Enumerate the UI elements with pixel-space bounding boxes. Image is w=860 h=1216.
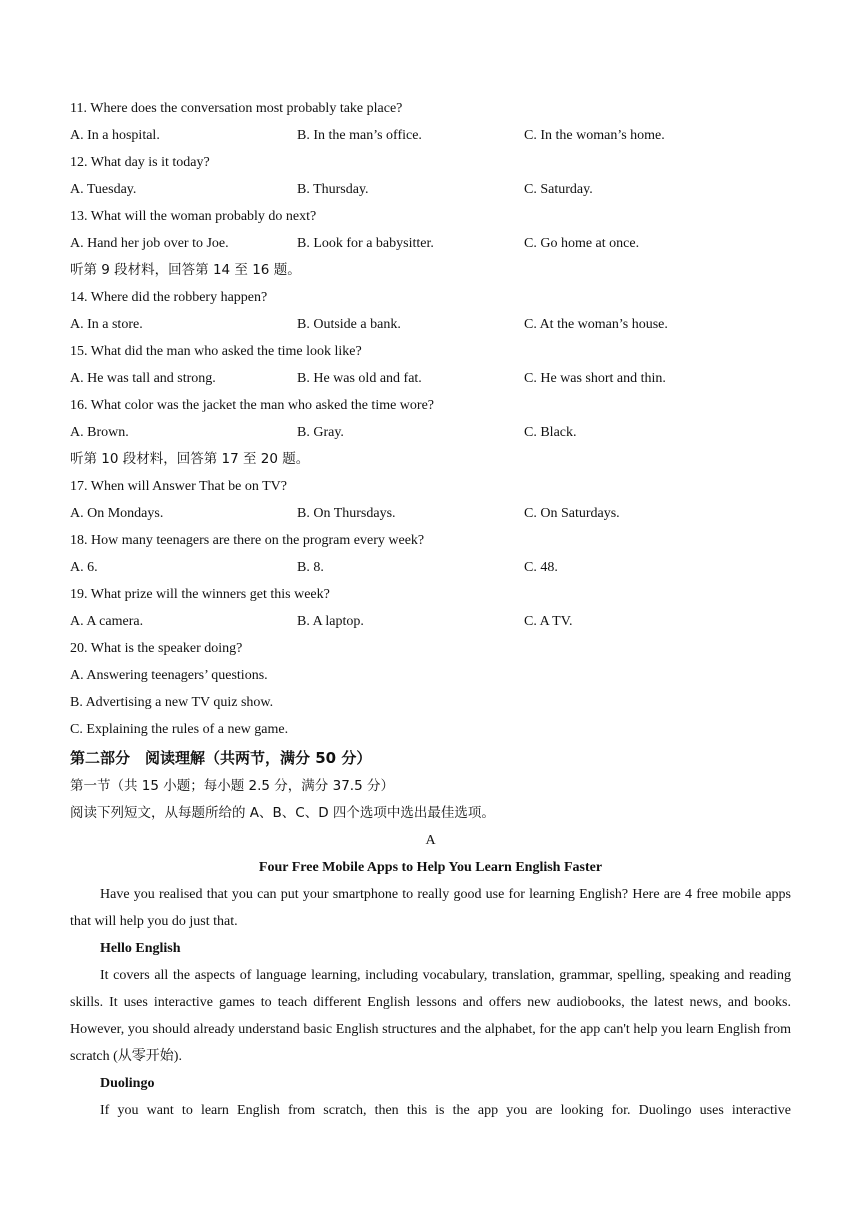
option-c: C. Explaining the rules of a new game.: [70, 722, 289, 737]
app-heading-hello-english: Hello English: [100, 941, 181, 956]
options-18: [70, 554, 791, 581]
question-16: 16. What color was the jacket the man who asked the time wore?: [70, 398, 435, 413]
option-c: C. Go home at once.: [524, 236, 640, 251]
option-b: B. Advertising a new TV quiz show.: [70, 695, 274, 710]
option-a: A. A camera.: [70, 614, 144, 629]
option-a: A. Hand her job over to Joe.: [70, 236, 229, 251]
duolingo-paragraph: If you want to learn English from scratch, then this is the app you are looking for. Duolingo uses interactive: [100, 1103, 791, 1118]
option-b: B. In the man’s office.: [297, 128, 422, 143]
option-b: B. Gray.: [297, 425, 344, 440]
passage-title: Four Free Mobile Apps to Help You Learn English Faster: [258, 860, 603, 875]
option-c: C. Saturday.: [524, 182, 593, 197]
option-a: A. He was tall and strong.: [70, 371, 216, 386]
option-b: B. 8.: [297, 560, 324, 575]
option-b: B. Look for a babysitter.: [297, 236, 434, 251]
options-16: [70, 419, 791, 446]
option-c: C. He was short and thin.: [524, 371, 666, 386]
question-19: 19. What prize will the winners get this week?: [70, 587, 330, 602]
question-18: 18. How many teenagers are there on the program every week?: [70, 533, 425, 548]
options-17: [70, 500, 791, 527]
options-15: [70, 365, 791, 392]
option-c: C. On Saturdays.: [524, 506, 620, 521]
instruction-segment-9: 听第 9 段材料，回答第 14 至 16 题。: [70, 262, 301, 278]
passage-label: A: [425, 833, 436, 848]
option-c: C. Black.: [524, 425, 577, 440]
option-b: B. Outside a bank.: [297, 317, 401, 332]
question-17: 17. When will Answer That be on TV?: [70, 479, 287, 494]
option-c: C. 48.: [524, 560, 558, 575]
option-c: C. At the woman’s house.: [524, 317, 668, 332]
app-heading-duolingo: Duolingo: [100, 1076, 155, 1091]
question-14: 14. Where did the robbery happen?: [70, 290, 268, 305]
options-13: [70, 230, 791, 257]
question-12: 12. What day is it today?: [70, 155, 210, 170]
options-12: [70, 176, 791, 203]
reading-instruction: 阅读下列短文，从每题所给的 A、B、C、D 四个选项中选出最佳选项。: [70, 805, 495, 821]
question-11: 11. Where does the conversation most probably take place?: [70, 101, 403, 116]
options-14: [70, 311, 791, 338]
option-b: B. Thursday.: [297, 182, 369, 197]
question-15: 15. What did the man who asked the time look like?: [70, 344, 362, 359]
option-a: A. Answering teenagers’ questions.: [70, 668, 268, 683]
options-11: [70, 122, 791, 149]
intro-paragraph: Have you realised that you can put your smartphone to really good use for learning English? Here are 4 free mobile apps that will help you do just that.: [70, 887, 791, 929]
part-two-heading: 第二部分 阅读理解（共两节，满分 50 分）: [70, 749, 372, 767]
option-a: A. On Mondays.: [70, 506, 164, 521]
question-13: 13. What will the woman probably do next?: [70, 209, 317, 224]
option-c: C. In the woman’s home.: [524, 128, 665, 143]
options-19: [70, 608, 791, 635]
option-a: A. 6.: [70, 560, 98, 575]
question-20: 20. What is the speaker doing?: [70, 641, 243, 656]
option-a: A. In a store.: [70, 317, 143, 332]
option-b: B. On Thursdays.: [297, 506, 396, 521]
option-a: A. Tuesday.: [70, 182, 137, 197]
option-a: A. Brown.: [70, 425, 129, 440]
option-a: A. In a hospital.: [70, 128, 160, 143]
option-c: C. A TV.: [524, 614, 573, 629]
section-one-heading: 第一节（共 15 小题；每小题 2.5 分，满分 37.5 分）: [70, 778, 394, 794]
option-b: B. He was old and fat.: [297, 371, 422, 386]
option-b: B. A laptop.: [297, 614, 364, 629]
hello-english-paragraph: It covers all the aspects of language learning, including vocabulary, translation, grammar, spelling, speaking and reading skills. It uses interactive games to teach different English lessons and offers new audiobooks, the latest news, and books. However, you should already understand basic English structures and the alphabet, for the app can't help you learn English from scratch (从零开始).: [70, 968, 791, 1064]
exam-page: [70, 95, 791, 1124]
instruction-segment-10: 听第 10 段材料，回答第 17 至 20 题。: [70, 451, 310, 467]
